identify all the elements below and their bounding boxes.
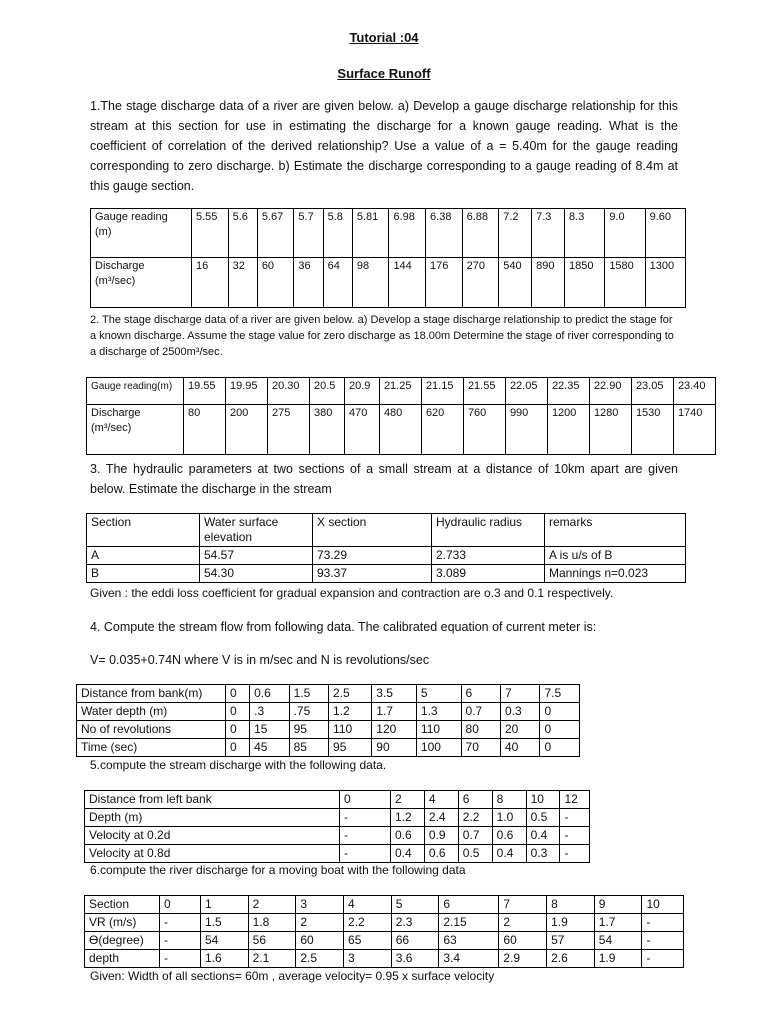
q3-header: Section [87,514,200,547]
q1-cell: 5.67 [257,209,294,258]
q6-cell: 2 [499,914,547,932]
q6-cell: 4 [344,896,392,914]
q6-cell: 2.2 [344,914,392,932]
q6-cell: 63 [439,932,499,950]
q1-cell: 9.0 [605,209,645,258]
q5-cell: 0.5 [458,845,492,863]
q1-cell: 890 [532,258,565,308]
q3-cell: A is u/s of B [545,547,686,565]
q5-cell: - [340,845,391,863]
q6-cell: 1 [201,896,249,914]
q3-header: Water surface elevation [200,514,313,547]
q5-cell: 0.6 [492,827,526,845]
q6-cell: 2.6 [547,950,595,968]
q6-cell: 2.15 [439,914,499,932]
q6-cell: 6 [439,896,499,914]
q5-cell: 0.6 [424,845,458,863]
q6-cell: 1.9 [547,914,595,932]
q6-row-label: Section [85,896,160,914]
q4-cell: 110 [329,721,372,739]
q4-cell: 80 [461,721,500,739]
q4-cell: 0.6 [250,685,289,703]
q4-cell: 85 [289,739,328,757]
q6-cell: - [160,914,201,932]
q1-table [90,208,686,308]
q5-cell: 2 [391,791,425,809]
q6-cell: 54 [594,932,642,950]
question-6-text: 6.compute the river discharge for a moving boat with the following data [90,863,466,877]
q2-cell: 23.05 [631,378,673,405]
q4-row-label: No of revolutions [77,721,226,739]
q5-cell: - [560,827,590,845]
q3-cell: A [87,547,200,565]
q5-cell: 12 [560,791,590,809]
q2-cell: 760 [463,405,505,455]
q4-table [76,684,580,757]
q2-cell: 80 [184,405,226,455]
q5-cell: 1.0 [492,809,526,827]
q4-cell: 0 [226,739,250,757]
q4-cell: 0 [540,739,580,757]
q2-cell: 990 [505,405,547,455]
q6-cell: 60 [499,932,547,950]
q5-row-label: Depth (m) [85,809,340,827]
q6-cell: 1.5 [201,914,249,932]
q3-header: Hydraulic radius [432,514,545,547]
q5-cell: - [340,827,391,845]
q5-row-label: Distance from left bank [85,791,340,809]
q2-cell: 275 [268,405,310,455]
q4-cell: 7.5 [540,685,580,703]
q2-cell: 1740 [673,405,715,455]
q4-cell: 0 [226,685,250,703]
q4-cell: .75 [289,703,328,721]
q6-cell: 3.4 [439,950,499,968]
q6-cell: 8 [547,896,595,914]
q2-cell: 20.30 [268,378,310,405]
q4-cell: 0 [540,721,580,739]
q5-cell: 0.6 [391,827,425,845]
q4-row-label: Time (sec) [77,739,226,757]
q2-cell: 19.55 [184,378,226,405]
q2-cell: 22.90 [589,378,631,405]
q6-row-label: ϴ(degree) [85,932,160,950]
q2-row1-label: Gauge reading(m) [87,378,184,405]
q4-cell: 1.7 [372,703,417,721]
q5-cell: 0.3 [526,845,560,863]
q1-cell: 7.3 [532,209,565,258]
subject-title: Surface Runoff [337,66,431,81]
q4-row-label: Water depth (m) [77,703,226,721]
question-4-text: 4. Compute the stream flow from following data. The calibrated equation of current meter is: [90,620,597,634]
q1-cell: 5.7 [294,209,323,258]
q4-cell: 1.3 [416,703,461,721]
q4-cell: 110 [416,721,461,739]
q5-cell: - [340,809,391,827]
q5-cell: 0.7 [458,827,492,845]
q2-cell: 480 [379,405,421,455]
q6-cell: 3.6 [391,950,439,968]
q4-cell: 5 [416,685,461,703]
q5-cell: 0.4 [391,845,425,863]
q6-cell: 2 [296,914,344,932]
q5-cell: 0.5 [526,809,560,827]
q3-cell: B [87,565,200,583]
q1-cell: 144 [389,258,426,308]
q2-cell: 21.25 [379,378,421,405]
q6-cell: 9 [594,896,642,914]
q5-cell: 10 [526,791,560,809]
q6-cell: 2.9 [499,950,547,968]
q6-cell: - [642,932,684,950]
q4-cell: 90 [372,739,417,757]
q3-cell: 2.733 [432,547,545,565]
q4-cell: 120 [372,721,417,739]
q4-cell: 15 [250,721,289,739]
q1-cell: 36 [294,258,323,308]
q6-cell: 1.7 [594,914,642,932]
q1-cell: 32 [228,258,257,308]
q2-cell: 22.05 [505,378,547,405]
q2-cell: 23.40 [673,378,715,405]
q5-cell: 8 [492,791,526,809]
q6-cell: 3 [296,896,344,914]
q3-cell: 3.089 [432,565,545,583]
q4-cell: 0 [540,703,580,721]
q5-row-label: Velocity at 0.8d [85,845,340,863]
q2-cell: 20.9 [344,378,379,405]
q6-cell: 2 [248,896,296,914]
q1-cell: 64 [323,258,352,308]
question-2-text: 2. The stage discharge data of a river are given below. a) Develop a stage discharge relationship to predict the stage for a known discharge. Assume the stage value for zero discharge as 18.00m Determine the stage of river corresponding to a discharge of 2500m³/sec. [90,314,674,358]
q1-cell: 8.3 [565,209,605,258]
q3-header: remarks [545,514,686,547]
q6-cell: 10 [642,896,684,914]
tutorial-title: Tutorial :04 [349,30,419,45]
q5-cell: 0.4 [526,827,560,845]
q2-row2-label: Discharge (m³/sec) [87,405,184,455]
q4-cell: 0 [226,721,250,739]
q5-cell: 4 [424,791,458,809]
q1-cell: 540 [499,258,532,308]
q6-cell: 57 [547,932,595,950]
question-5-text: 5.compute the stream discharge with the following data. [90,758,387,772]
q5-table [84,790,590,863]
question-3-text: 3. The hydraulic parameters at two sections of a small stream at a distance of 10km apart are given below. Estimate the discharge in the stream [90,462,678,496]
q1-cell: 6.88 [462,209,499,258]
q6-cell: 3 [344,950,392,968]
question-3-given: Given : the eddi loss coefficient for gradual expansion and contraction are o.3 and 0.1 respectively. [90,586,614,600]
q1-cell: 16 [192,258,229,308]
q4-cell: 2.5 [329,685,372,703]
q1-cell: 176 [426,258,463,308]
q5-cell: 0.4 [492,845,526,863]
q5-cell: 0 [340,791,391,809]
q1-cell: 270 [462,258,499,308]
q1-cell: 5.81 [352,209,389,258]
q6-row-label: depth [85,950,160,968]
question-6-given: Given: Width of all sections= 60m , average velocity= 0.95 x surface velocity [90,969,495,983]
q4-cell: 95 [329,739,372,757]
q1-cell: 7.2 [499,209,532,258]
q1-cell: 60 [257,258,294,308]
q5-cell: - [560,845,590,863]
q4-cell: 0 [226,703,250,721]
q4-cell: 1.2 [329,703,372,721]
q3-header: X section [313,514,432,547]
q2-cell: 21.55 [463,378,505,405]
q6-cell: 56 [248,932,296,950]
q5-cell: 1.2 [391,809,425,827]
q2-cell: 1280 [589,405,631,455]
q6-cell: 5 [391,896,439,914]
q5-cell: - [560,809,590,827]
q6-cell: 60 [296,932,344,950]
q4-row-label: Distance from bank(m) [77,685,226,703]
q4-cell: 0.3 [500,703,539,721]
q6-cell: - [642,914,684,932]
q6-cell: 2.5 [296,950,344,968]
q2-cell: 200 [226,405,268,455]
q5-cell: 6 [458,791,492,809]
q4-cell: .3 [250,703,289,721]
q2-cell: 380 [310,405,345,455]
q3-cell: 93.37 [313,565,432,583]
q6-cell: 1.8 [248,914,296,932]
q5-cell: 2.2 [458,809,492,827]
q6-row-label: VR (m/s) [85,914,160,932]
q6-cell: 66 [391,932,439,950]
q1-cell: 1580 [605,258,645,308]
q1-cell: 5.55 [192,209,229,258]
question-4-equation: V= 0.035+0.74N where V is in m/sec and N is revolutions/sec [90,653,430,667]
q2-cell: 21.15 [421,378,463,405]
q1-cell: 98 [352,258,389,308]
q1-cell: 6.98 [389,209,426,258]
q4-cell: 45 [250,739,289,757]
question-1-text: 1.The stage discharge data of a river are given below. a) Develop a gauge discharge relationship for this stream at this section for use in estimating the discharge for a known gauge reading. What is the coefficient of correlation of the derived relationship? Use a value of a = 5.40m for the gauge reading corresponding to zero discharge. b) Estimate the discharge corresponding to a gauge reading of 8.4m at this gauge section. [90,99,678,193]
q6-table [84,895,684,968]
q2-cell: 20.5 [310,378,345,405]
q4-cell: 70 [461,739,500,757]
q6-cell: 1.6 [201,950,249,968]
q6-cell: 2.3 [391,914,439,932]
q2-cell: 1530 [631,405,673,455]
q3-cell: 73.29 [313,547,432,565]
q4-cell: 6 [461,685,500,703]
q6-cell: 7 [499,896,547,914]
q5-cell: 0.9 [424,827,458,845]
q2-cell: 1200 [547,405,589,455]
q2-cell: 19.95 [226,378,268,405]
q6-cell: 54 [201,932,249,950]
q4-cell: 0.7 [461,703,500,721]
q6-cell: - [160,932,201,950]
q6-cell: 1.9 [594,950,642,968]
q1-row2-label: Discharge (m³/sec) [91,258,192,308]
q1-cell: 1300 [645,258,685,308]
q4-cell: 100 [416,739,461,757]
q3-cell: 54.30 [200,565,313,583]
q6-cell: 2.1 [248,950,296,968]
q3-table [86,513,686,583]
q4-cell: 1.5 [289,685,328,703]
q4-cell: 3.5 [372,685,417,703]
q3-cell: 54.57 [200,547,313,565]
q4-cell: 95 [289,721,328,739]
q4-cell: 7 [500,685,539,703]
q4-cell: 20 [500,721,539,739]
q4-cell: 40 [500,739,539,757]
q1-cell: 9.60 [645,209,685,258]
q1-cell: 6.38 [426,209,463,258]
q2-cell: 22.35 [547,378,589,405]
q2-cell: 470 [344,405,379,455]
q6-cell: - [160,950,201,968]
q1-row1-label: Gauge reading (m) [91,209,192,258]
q1-cell: 5.8 [323,209,352,258]
q3-cell: Mannings n=0.023 [545,565,686,583]
q6-cell: 65 [344,932,392,950]
q5-cell: 2.4 [424,809,458,827]
q2-cell: 620 [421,405,463,455]
q1-cell: 5.6 [228,209,257,258]
q5-row-label: Velocity at 0.2d [85,827,340,845]
q6-cell: 0 [160,896,201,914]
q6-cell: - [642,950,684,968]
q1-cell: 1850 [565,258,605,308]
q2-table [86,377,716,455]
